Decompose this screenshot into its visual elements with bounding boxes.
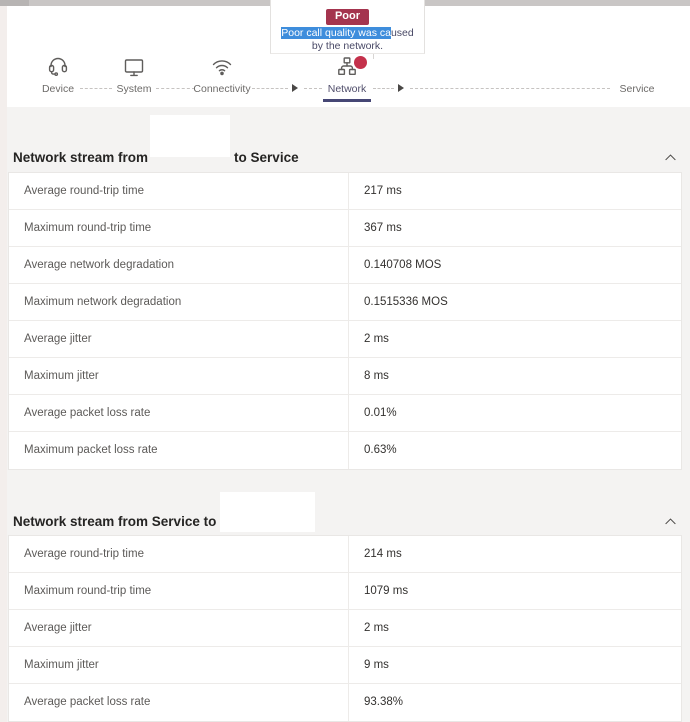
- network-alert-dot: [354, 56, 367, 69]
- outbound-metrics-table: [8, 172, 682, 470]
- section-title-prefix: Network stream from: [13, 149, 149, 165]
- metric-value: 0.01%: [348, 395, 681, 431]
- table-row: [9, 573, 681, 610]
- metric-value: 2 ms: [348, 321, 681, 357]
- table-row: [9, 284, 681, 321]
- metric-label: Average jitter: [24, 622, 92, 634]
- table-row: [9, 684, 681, 721]
- metric-label: Maximum network degradation: [24, 296, 182, 308]
- table-row: [9, 321, 681, 358]
- metric-label: Average packet loss rate: [24, 407, 151, 419]
- table-row: [9, 610, 681, 647]
- section-title-prefix: Network stream from Service to: [13, 513, 217, 529]
- table-row: [9, 432, 681, 469]
- unselected-text: used: [390, 27, 414, 39]
- metric-value: 9 ms: [348, 647, 681, 683]
- step-network[interactable]: [307, 55, 387, 95]
- step-device[interactable]: [18, 55, 98, 95]
- section-header-inbound[interactable]: [13, 511, 677, 531]
- callout-text-line1: [271, 27, 424, 40]
- wifi-icon: [182, 55, 262, 81]
- metric-label: Maximum jitter: [24, 659, 99, 671]
- table-row: [9, 210, 681, 247]
- step-label: Connectivity: [193, 83, 251, 95]
- callout-pointer: [373, 54, 374, 59]
- table-row: [9, 247, 681, 284]
- metric-label: Maximum round-trip time: [24, 585, 152, 597]
- table-row: [9, 647, 681, 684]
- metric-label: Average network degradation: [24, 259, 175, 271]
- metric-label: Average round-trip time: [24, 185, 144, 197]
- chevron-up-icon[interactable]: [664, 153, 677, 162]
- section-title-suffix: to Service: [234, 149, 299, 165]
- metric-label: Average round-trip time: [24, 548, 144, 560]
- step-label: Device: [41, 83, 75, 95]
- monitor-icon: [94, 55, 174, 81]
- call-quality-callout: [270, 0, 425, 54]
- table-row: [9, 536, 681, 573]
- metric-value: 217 ms: [348, 173, 681, 209]
- selected-text: Poor call quality was ca: [281, 27, 391, 39]
- section-header-outbound[interactable]: [13, 147, 677, 167]
- table-row: [9, 395, 681, 432]
- step-label: Service: [619, 83, 655, 95]
- metric-value: 8 ms: [348, 358, 681, 394]
- metric-label: Average jitter: [24, 333, 92, 345]
- callout-text-line2: by the network.: [311, 40, 384, 52]
- metric-label: Maximum packet loss rate: [24, 444, 158, 456]
- metric-label: Average packet loss rate: [24, 696, 151, 708]
- metric-value: 93.38%: [348, 684, 681, 721]
- metric-value: 367 ms: [348, 210, 681, 246]
- step-label: System: [116, 83, 152, 95]
- panel-left-edge: [0, 6, 7, 722]
- step-system[interactable]: [94, 55, 174, 95]
- step-service[interactable]: [597, 55, 677, 95]
- redacted-username-box: [220, 492, 315, 532]
- headset-icon: [18, 55, 98, 81]
- quality-badge: Poor: [326, 9, 369, 25]
- arrow-right-icon: [292, 84, 298, 92]
- table-row: [9, 358, 681, 395]
- service-icon-placeholder: [597, 55, 677, 81]
- metric-value: 0.140708 MOS: [348, 247, 681, 283]
- metric-value: 0.63%: [348, 432, 681, 469]
- step-label: Network: [327, 83, 367, 95]
- redacted-username-box: [150, 115, 230, 157]
- metric-value: 2 ms: [348, 610, 681, 646]
- metric-value: 1079 ms: [348, 573, 681, 609]
- metric-value: 214 ms: [348, 536, 681, 572]
- stepper-connector: [410, 88, 610, 89]
- network-icon: [307, 55, 387, 81]
- arrow-right-icon: [398, 84, 404, 92]
- step-connectivity[interactable]: [182, 55, 262, 95]
- chevron-up-icon[interactable]: [664, 517, 677, 526]
- active-step-underline: [323, 99, 371, 102]
- table-row: [9, 173, 681, 210]
- metric-value: 0.1515336 MOS: [348, 284, 681, 320]
- inbound-metrics-table: [8, 535, 682, 722]
- metric-label: Maximum jitter: [24, 370, 99, 382]
- metric-label: Maximum round-trip time: [24, 222, 152, 234]
